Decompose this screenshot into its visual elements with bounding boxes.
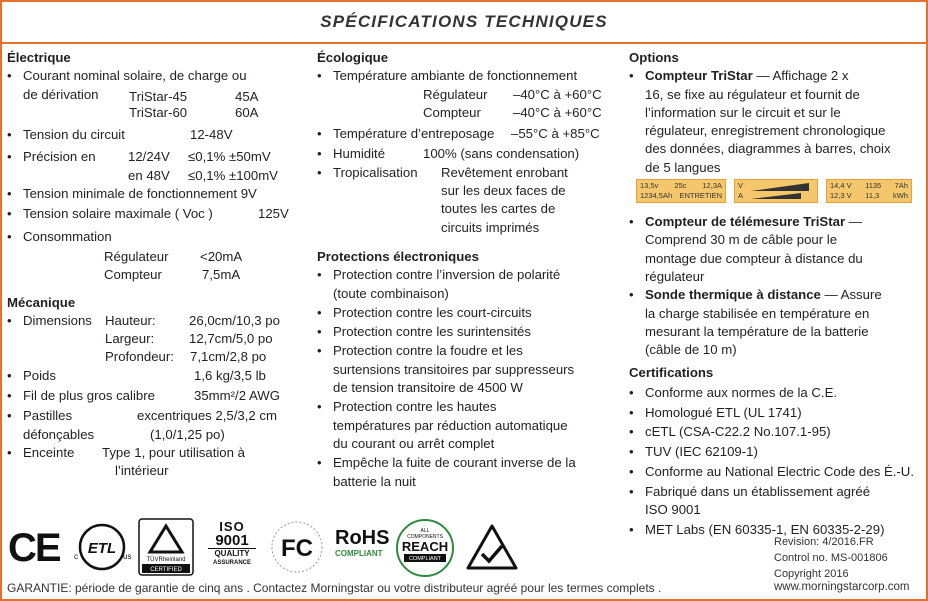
column-options-certifications <box>629 49 921 541</box>
website-link[interactable]: www.morningstarcorp.com <box>774 581 910 593</box>
meter-display-examples <box>636 179 921 203</box>
svg-text:FC: FC <box>281 535 313 562</box>
spec-dimensions: • Dimensions Hauteur: 26,0cm/10,3 po <box>7 312 280 328</box>
iso-9001-logo: ISO 9001 QUALITY ASSURANCE <box>208 520 256 567</box>
warranty-footer: GARANTIE: période de garantie de cinq ans . Contactez Morningstar ou votre distributeur agréé pour les termes complets . <box>7 581 662 595</box>
spec-tension-min: • Tension minimale de fonctionnement 9V <box>7 186 257 202</box>
certifications-list <box>629 384 921 539</box>
option-sonde: • Sonde thermique à distance — Assure la charge stabilisée en température en mesurant la température de la batterie (câble de 10 m) <box>629 287 882 358</box>
list-item: • MET Labs (EN 60335-1, EN 60335-2-29) <box>629 521 885 537</box>
svg-text:ETL: ETL <box>87 540 117 557</box>
ce-mark-logo: CE <box>8 526 60 570</box>
title-banner <box>2 2 926 44</box>
etl-logo <box>70 522 134 572</box>
heading-protections: Protections électroniques <box>317 248 479 264</box>
spec-tropicalisation: • Tropicalisation Revêtement enrobant <box>317 164 568 180</box>
spec-humidite: • Humidité 100% (sans condensation) <box>317 146 580 162</box>
svg-text:COMPONENTS: COMPONENTS <box>407 534 443 540</box>
option-telemesure: • Compteur de télémesure TriStar — Comprend 30 m de câble pour le montage due compteur à distance du régulateur <box>629 214 863 284</box>
reach-logo <box>394 518 456 578</box>
spec-courant: • Courant nominal solaire, de charge ou <box>7 68 247 84</box>
heading-certifications: Certifications <box>629 365 714 381</box>
heading-ecologique: Écologique <box>317 50 389 65</box>
list-item: • Protection contre les hautes températures par réduction automatique du courant ou arrêt complet <box>317 399 568 451</box>
page-title: SPÉCIFICATIONS TECHNIQUES <box>320 12 608 31</box>
svg-text:TÜVRheinland: TÜVRheinland <box>146 557 186 563</box>
list-item: • Empêche la fuite de courant inverse de la batterie la nuit <box>317 455 576 489</box>
tuv-rheinland-logo <box>138 518 194 576</box>
svg-text:REACH: REACH <box>401 539 449 554</box>
spec-temp-entreposage: • Température d’entreposage –55°C à +85°C <box>317 126 600 142</box>
list-item: • Homologué ETL (UL 1741) <box>629 404 802 420</box>
spec-poids: • Poids 1,6 kg/3,5 lb <box>7 367 266 383</box>
list-item: • Protection contre les court-circuits <box>317 304 532 320</box>
fcc-logo <box>266 520 328 574</box>
spec-tension: • Tension du circuit 12-48V <box>7 127 233 143</box>
spec-tension-solaire: • Tension solaire maximale ( Voc ) 125V <box>7 206 289 222</box>
bargraph-icon <box>751 182 813 200</box>
heading-mecanique: Mécanique <box>7 294 76 310</box>
meter-display-1: 13,5v 25c 12,3A 1234,5Ah ENTRETIEN <box>636 179 726 203</box>
protections-list <box>317 266 617 491</box>
meter-display-bargraph: V A <box>734 179 818 203</box>
svg-text:COMPLIANT: COMPLIANT <box>408 556 442 562</box>
spec-enceinte: • Enceinte Type 1, pour utilisation à <box>7 444 245 460</box>
meter-display-3: 14,4 V 1135 7Ah 12,3 V 11,3 kWh <box>826 179 912 203</box>
list-item: • Protection contre l’inversion de polarité (toute combinaison) <box>317 267 561 301</box>
spec-temp-ambiante: • Température ambiante de fonctionnement <box>317 68 578 84</box>
list-item: • Protection contre la foudre et les surtensions transitoires par suppresseurs de tension transitoire de 4500 W <box>317 343 575 396</box>
list-item: • cETL (CSA-C22.2 No.107.1-95) <box>629 424 831 440</box>
spec-precision: • Précision en 12/24V ≤0,1% ±50mV <box>7 149 271 165</box>
list-item: • Fabriqué dans un établissement agréé ISO 9001 <box>629 483 871 518</box>
revision-info: Revision: 4/2016.FR Control no. MS-001806 Copyright 2016 <box>774 536 888 580</box>
heading-electrique: Électrique <box>7 50 71 65</box>
list-item: • Conforme au National Electric Code des É.-U. <box>629 463 914 479</box>
column-ecological-protections: Écologique • Température ambiante de fonctionnement Régulateur –40°C à +60°C Compteur –40°C à +60°C • Température d’entreposage –55°C à +85°C • Humidité 100% (sans condensation) • Tropicalisation Revêtement enrobant sur les deux faces de toutes les cartes de circuits imprimés Protections électroniques • Protection contre l’inversion de polarité (toute combinaison) • Protection contre les court-circuits • Protection contre les surintensités • Protection contre la foudre et les surtensions transitoires par suppresseurs de tension transitoire de 4500 W • Protection contre les hautes températures par réduction automatique du courant ou arrêt complet • Empêche la fuite de courant inverse de la batterie la nuit <box>317 49 617 492</box>
svg-text:us: us <box>123 552 132 561</box>
svg-text:c: c <box>74 552 78 561</box>
list-item: • Conforme aux normes de la C.E. <box>629 384 838 400</box>
option-compteur-tristar: • Compteur TriStar — Affichage 2 x 16, se fixe au régulateur et fournit de l’information sur le circuit et sur le régulateur, enregistrement chronologique des données, diagrammes à barres, choix de 5 langues <box>629 68 891 175</box>
heading-options: Options <box>629 50 679 65</box>
spec-consommation: • Consommation <box>7 228 112 244</box>
svg-text:CERTIFIED: CERTIFIED <box>150 567 182 573</box>
spec-pastilles: • Pastilles excentriques 2,5/3,2 cm <box>7 408 278 424</box>
certification-logos <box>8 518 518 578</box>
spec-fil: • Fil de plus gros calibre 35mm²/2 AWG <box>7 388 280 404</box>
column-electrical-mechanical: Électrique • Courant nominal solaire, de charge ou de dérivation TriStar-45 45A TriStar-60 60A • Tension du circuit 12-48V • Précision en 12/24V ≤0,1% ±50mV en 48V ≤0,1% ±100mV • Tension minimale de fonctionnement 9V • Tension solaire maximale ( Voc ) 125V • Consommation Régulateur <20mA Compteur 7,5mA Mécanique • Dimensions Hauteur: 26,0cm/10,3 po Largeur: 12,7cm/5,0 po Profondeur: 7,1cm/2,8 po • Poids 1,6 kg/3,5 lb • Fil de plus gros calibre 35mm²/2 AWG • Pastilles excentriques 2,5/3,2 cm défonçables (1,0/1,25 po) • Enceinte Type 1, pour utilisation à l’intérieur <box>7 49 307 481</box>
list-item: • TUV (IEC 62109-1) <box>629 444 758 460</box>
svg-text:ALL: ALL <box>420 528 430 534</box>
rohs-logo: RoHS COMPLIANT <box>335 527 390 558</box>
rcm-logo <box>466 524 518 572</box>
list-item: • Protection contre les surintensités <box>317 324 531 340</box>
